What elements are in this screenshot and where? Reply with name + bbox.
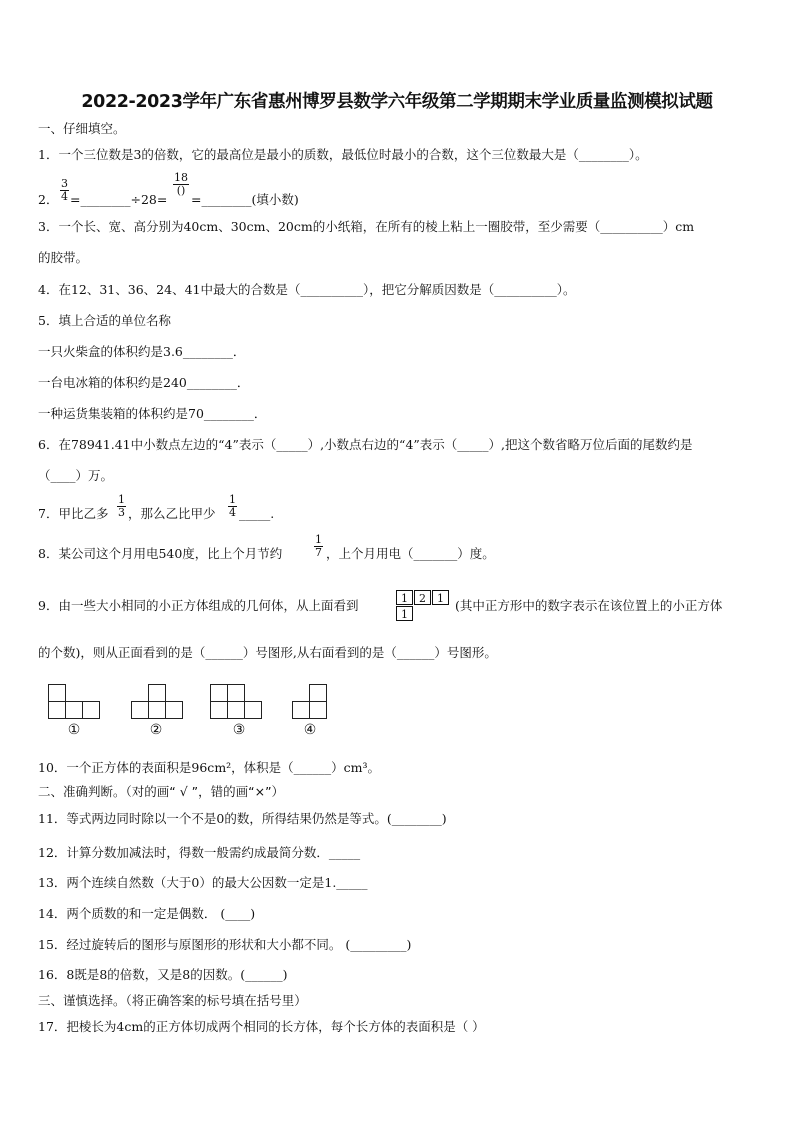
q8-part-2: ，上个月用电（_______）度。 xyxy=(326,546,495,561)
q7-frac1-numerator: 1 xyxy=(118,493,125,506)
q2-fraction-1 xyxy=(60,178,69,203)
view-square xyxy=(227,684,245,702)
top-view-cell: 1 xyxy=(396,606,413,621)
view-square xyxy=(210,701,228,719)
q7-frac1-denominator: 3 xyxy=(118,506,125,519)
q7-fraction-2 xyxy=(228,494,237,519)
top-view-cell: 1 xyxy=(396,590,413,605)
question-1: 1．一个三位数是3的倍数，它的最高位是最小的质数，最低位时最小的合数，这个三位数最大是（________）。 xyxy=(38,147,648,162)
view-square xyxy=(165,701,183,719)
question-15: 15．经过旋转后的图形与原图形的形状和大小都不同。 (_________) xyxy=(38,937,412,952)
question-12: 12．计算分数加减法时，得数一般需约成最简分数．_____ xyxy=(38,845,361,860)
question-10: 10．一个正方体的表面积是96cm²，体积是（______）cm³。 xyxy=(38,760,381,775)
view-square xyxy=(210,684,228,702)
q7-fraction-1 xyxy=(117,494,126,519)
view-square xyxy=(309,701,327,719)
view-options-figure xyxy=(38,676,338,746)
view-square xyxy=(82,701,100,719)
q2-part-1: =________÷28= xyxy=(70,192,168,207)
section-heading-2: 二、准确判断。（对的画“ √ ”，错的画“×”） xyxy=(38,784,285,799)
question-16: 16．8既是8的倍数，又是8的因数。(______) xyxy=(38,967,288,982)
question-4: 4．在12、31、36、24、41中最大的合数是（__________），把它分解质因数是（__________）。 xyxy=(38,282,576,297)
page-title: 2022-2023学年广东省惠州博罗县数学六年级第二学期期末学业质量监测模拟试题 xyxy=(81,92,713,112)
q7-part-1: 7．甲比乙多 xyxy=(38,506,109,521)
option-2-label: ② xyxy=(149,722,163,738)
view-square xyxy=(227,701,245,719)
view-square xyxy=(65,701,83,719)
view-square xyxy=(309,684,327,702)
q8-part-1: 8．某公司这个月用电540度，比上个月节约 xyxy=(38,546,283,561)
q7-frac2-denominator: 4 xyxy=(229,506,236,519)
top-view-cell: 1 xyxy=(432,590,449,605)
section-heading-3: 三、谨慎选择。（将正确答案的标号填在括号里） xyxy=(38,993,307,1008)
question-6-continued: （____）万。 xyxy=(38,468,114,483)
section-heading-1: 一、仔细填空。 xyxy=(38,121,126,136)
question-3: 3．一个长、宽、高分别为40cm、30cm、20cm的小纸箱，在所有的棱上粘上一圈胶带，至少需要（__________）cm xyxy=(38,219,695,234)
q2-part-2: =________(填小数) xyxy=(191,192,299,207)
question-9-continued: 的个数)，则从正面看到的是（______）号图形,从右面看到的是（______）号图形。 xyxy=(38,645,497,660)
q2-frac2-numerator: 18 xyxy=(174,171,188,184)
view-square xyxy=(148,684,166,702)
option-4-label: ④ xyxy=(303,722,317,738)
q2-frac2-denominator: () xyxy=(176,184,186,197)
view-square xyxy=(48,701,66,719)
q2-frac1-numerator: 3 xyxy=(61,177,68,190)
option-1-label: ① xyxy=(67,722,81,738)
q2-frac1-denominator: 4 xyxy=(61,190,68,203)
q8-numerator: 1 xyxy=(315,533,322,546)
question-5-a: 一只火柴盒的体积约是3.6________． xyxy=(38,344,246,359)
view-square xyxy=(148,701,166,719)
q7-part-3: _____. xyxy=(239,506,275,521)
view-square xyxy=(48,684,66,702)
question-11: 11．等式两边同时除以一个不是0的数，所得结果仍然是等式。(________) xyxy=(38,811,447,826)
question-5-b: 一台电冰箱的体积约是240________． xyxy=(38,375,250,390)
q8-denominator: 7 xyxy=(315,546,322,559)
q7-part-2: ，那么乙比甲少 xyxy=(128,506,216,521)
question-3-continued: 的胶带。 xyxy=(38,250,89,265)
q7-frac2-numerator: 1 xyxy=(229,493,236,506)
q8-fraction xyxy=(314,534,323,559)
question-17: 17．把棱长为4cm的正方体切成两个相同的长方体，每个长方体的表面积是（ ） xyxy=(38,1019,485,1034)
view-square xyxy=(131,701,149,719)
question-6: 6．在78941.41中小数点左边的“4”表示（_____）,小数点右边的“4”表示（_____）,把这个数省略万位后面的尾数约是 xyxy=(38,437,693,452)
q2-fraction-2 xyxy=(173,172,189,197)
question-5: 5．填上合适的单位名称 xyxy=(38,313,171,328)
top-view-cell: 2 xyxy=(414,590,431,605)
q2-label: 2． xyxy=(38,192,59,207)
option-3-label: ③ xyxy=(232,722,246,738)
question-14: 14．两个质数的和一定是偶数． (____) xyxy=(38,906,256,921)
question-13: 13．两个连续自然数（大于0）的最大公因数一定是1._____ xyxy=(38,875,368,890)
question-9-note: (其中正方形中的数字表示在该位置上的小正方体 xyxy=(455,598,723,613)
question-9: 9．由一些大小相同的小正方体组成的几何体，从上面看到 xyxy=(38,598,359,613)
view-square xyxy=(292,701,310,719)
question-5-c: 一种运货集装箱的体积约是70________． xyxy=(38,406,267,421)
view-square xyxy=(244,701,262,719)
